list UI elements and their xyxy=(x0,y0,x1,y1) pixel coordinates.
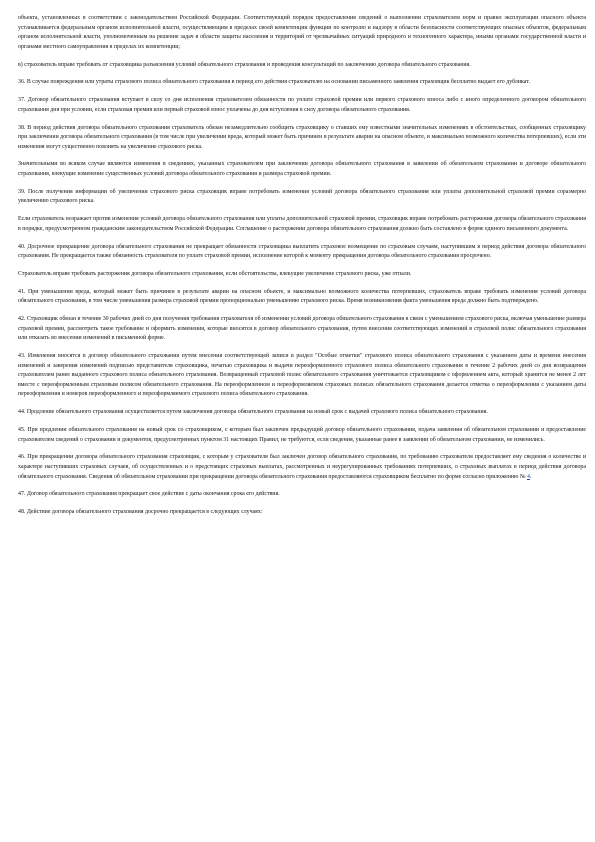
paragraph-36: 36. В случае повреждения или утраты страхового полиса обязательного страхования в период его действия страхователю на основании письменного заявления страховщик бесплатно выдает его дубликат. xyxy=(18,79,530,86)
paragraph-35-v: в) страхователь вправе требовать от страховщика разъяснения условий обязательного страхования и проведения консультаций по заключению договора обязательного страхования. xyxy=(18,61,471,68)
paragraph-40-termination-right: Страхователь вправе требовать расторжения договора обязательного страхования, если обстоятельства, влекущие увеличение страхового риска, уже отпали. xyxy=(18,270,412,277)
paragraph-46-end: . xyxy=(529,473,532,480)
paragraph-39-objection: Если страхователь возражает против изменения условий договора обязательного страхования или уплаты дополнительной страховой премии, страховщик вправе потребовать расторжения договора обязательного страхования в порядке, предусмотренном гражданским законодательством Российской Федерации. Соглашение о расторжении договора обязательного страхования должно быть составлено в форме единого письменного документа. xyxy=(18,216,586,232)
paragraph-37: 37. Договор обязательного страхования вступает в силу со дня исполнения страхователем обязанности по уплате страховой премии или первого страхового взноса либо с иного определенного договором обязательного страхования дня при условии, если страховая премия или первый страховой взнос уплачены до дня вступления в силу договора обязательного страхования. xyxy=(18,97,586,113)
paragraph-38-significant-changes: Значительными во всяком случае являются изменения в сведениях, указанных страхователем при заключении договора обязательного страхования в заявлении об обязательном страховании и договоре обязательного страхования, влекущие изменение существенных условий договора обязательного страхования и размера страховой премии. xyxy=(18,161,586,178)
paragraph-43: 43. Изменения вносятся в договор обязательного страхования путем внесения соответствующей записи в раздел "Особые отметки" страхового полиса обязательного страхования с указанием даты и времени внесения изменений и заверения изменений подписью представителя страховщика, печатью страховщика и выдачи переоформленного страхового полиса обязательного страхования в течение 2 рабочих дней со дня возвращения страхователем ранее выданного страхового полиса обязательного страхования. Возвращенный страховой полис обязательного страхования уничтожается страховщиком с оформлением акта, который хранится не менее 2 лет вместе с переоформленным страховым полисом обязательного страхования. На переоформленном и переоформляемом страховых полисах обязательного страхования делается отметка о переоформлении с указанием даты переоформления и номеров переоформленного и переоформляемого страхового полиса обязательного страхования. xyxy=(18,353,586,398)
paragraph-41: 41. При уменьшении вреда, который может быть причинен в результате аварии на опасном объекте, и максимально возможного количества потерпевших, страхователь вправе требовать изменения условий договора обязательного страхования, в том числе уменьшения размера страховой премии пропорционально уменьшению страхового риска. Время возникновения факта уменьшения вреда должно быть подтверждено. xyxy=(18,288,586,305)
paragraph-48: 48. Действие договора обязательного страхования досрочно прекращается в следующих случаях: xyxy=(18,509,263,516)
appendix-4-link[interactable]: 4 xyxy=(526,473,530,480)
paragraph-46 xyxy=(18,453,586,482)
paragraph-hazard-info-procedure: объекта, установленных в соответствии с законодательством Российской Федерации. Соответствующий порядок предоставления сведений о выполнении страхователем норм и правил эксплуатации опасного объекта устанавливается федеральным органом исполнительной власти, осуществляющим в пределах своей компетенции функции по контролю и надзору в области безопасности соответствующих опасных объектов, федеральным органом исполнительной власти, уполномоченным на решение задач в области защиты населения и территорий от чрезвычайных ситуаций природного и техногенного характера, иными органами государственной власти и органами местного самоуправления в пределах их компетенции; xyxy=(18,15,586,50)
paragraph-44: 44. Продление обязательного страхования осуществляется путем заключения договора обязательного страхования на новый срок с выдачей страхового полиса обязательного страхования. xyxy=(18,409,488,416)
paragraph-46-text: 46. При прекращении договора обязательного страхования страховщик, с которым у страхователя был заключен договор обязательного страхования, по требованию страхователя предоставляет ему сведения о количестве и характере наступивших страховых случаев, об осуществленных и о предстоящих страховых выплатах, рассмотренных и неурегулированных требованиях потерпевших, о страховых выплатах в период действия договора обязательного страхования. Сведения об обязательном страховании при прекращении договора обязательного страхования предоставляются страховщиком бесплатно по форме согласно приложению № xyxy=(18,454,586,480)
document-page xyxy=(18,14,586,526)
paragraph-45: 45. При продлении обязательного страхования на новый срок со страховщиком, с которым был заключен предыдущий договор обязательного страхования, подача заявления об обязательном страховании и предоставление страхователем сведений о страховании и документов, предусмотренных пунктом 31 настоящих Правил, не требуются, если сведения, указанные ранее в заявлении об обязательном страховании, не изменились. xyxy=(18,427,586,443)
paragraph-47: 47. Договор обязательного страхования прекращает свое действие с даты окончания срока его действия. xyxy=(18,491,280,498)
paragraph-40: 40. Досрочное прекращение договора обязательного страхования не прекращает обязанности страховщика выплатить страховое возмещение по страховым случаям, наступившим в период действия договора обязательного страхования. Не прекращается также обязанность страхователя по уплате страховой премии, исполнение которой к моменту прекращения договора обязательного страхования просрочено. xyxy=(18,243,586,260)
paragraph-42: 42. Страховщик обязан в течение 30 рабочих дней со дня получения требования страхователя об изменении условий договора обязательного страхования в связи с уменьшением страхового риска, включая уменьшение размера страховой премии, рассмотреть такое требование и оформить изменения, которые вносятся в договор обязательного страхования, путем внесения соответствующих изменений в страховой полис обязательного страхования или отказать во внесении изменений в письменной форме. xyxy=(18,316,586,342)
paragraph-38: 38. В период действия договора обязательного страхования страхователь обязан незамедлительно сообщить страховщику о ставших ему известными значительных изменениях в обстоятельствах, сообщенных страховщику при заключении договора обязательного страхования (в том числе при увеличении вреда, который может быть причинен в результате аварии на опасном объекте, и максимально возможного количества потерпевших), если эти изменения могут существенно повлиять на увеличение страхового риска. xyxy=(18,124,586,150)
paragraph-39: 39. После получения информации об увеличении страхового риска страховщик вправе потребовать изменения условий договора обязательного страхования или уплаты дополнительной страховой премии соразмерно увеличению страхового риска. xyxy=(18,188,586,205)
